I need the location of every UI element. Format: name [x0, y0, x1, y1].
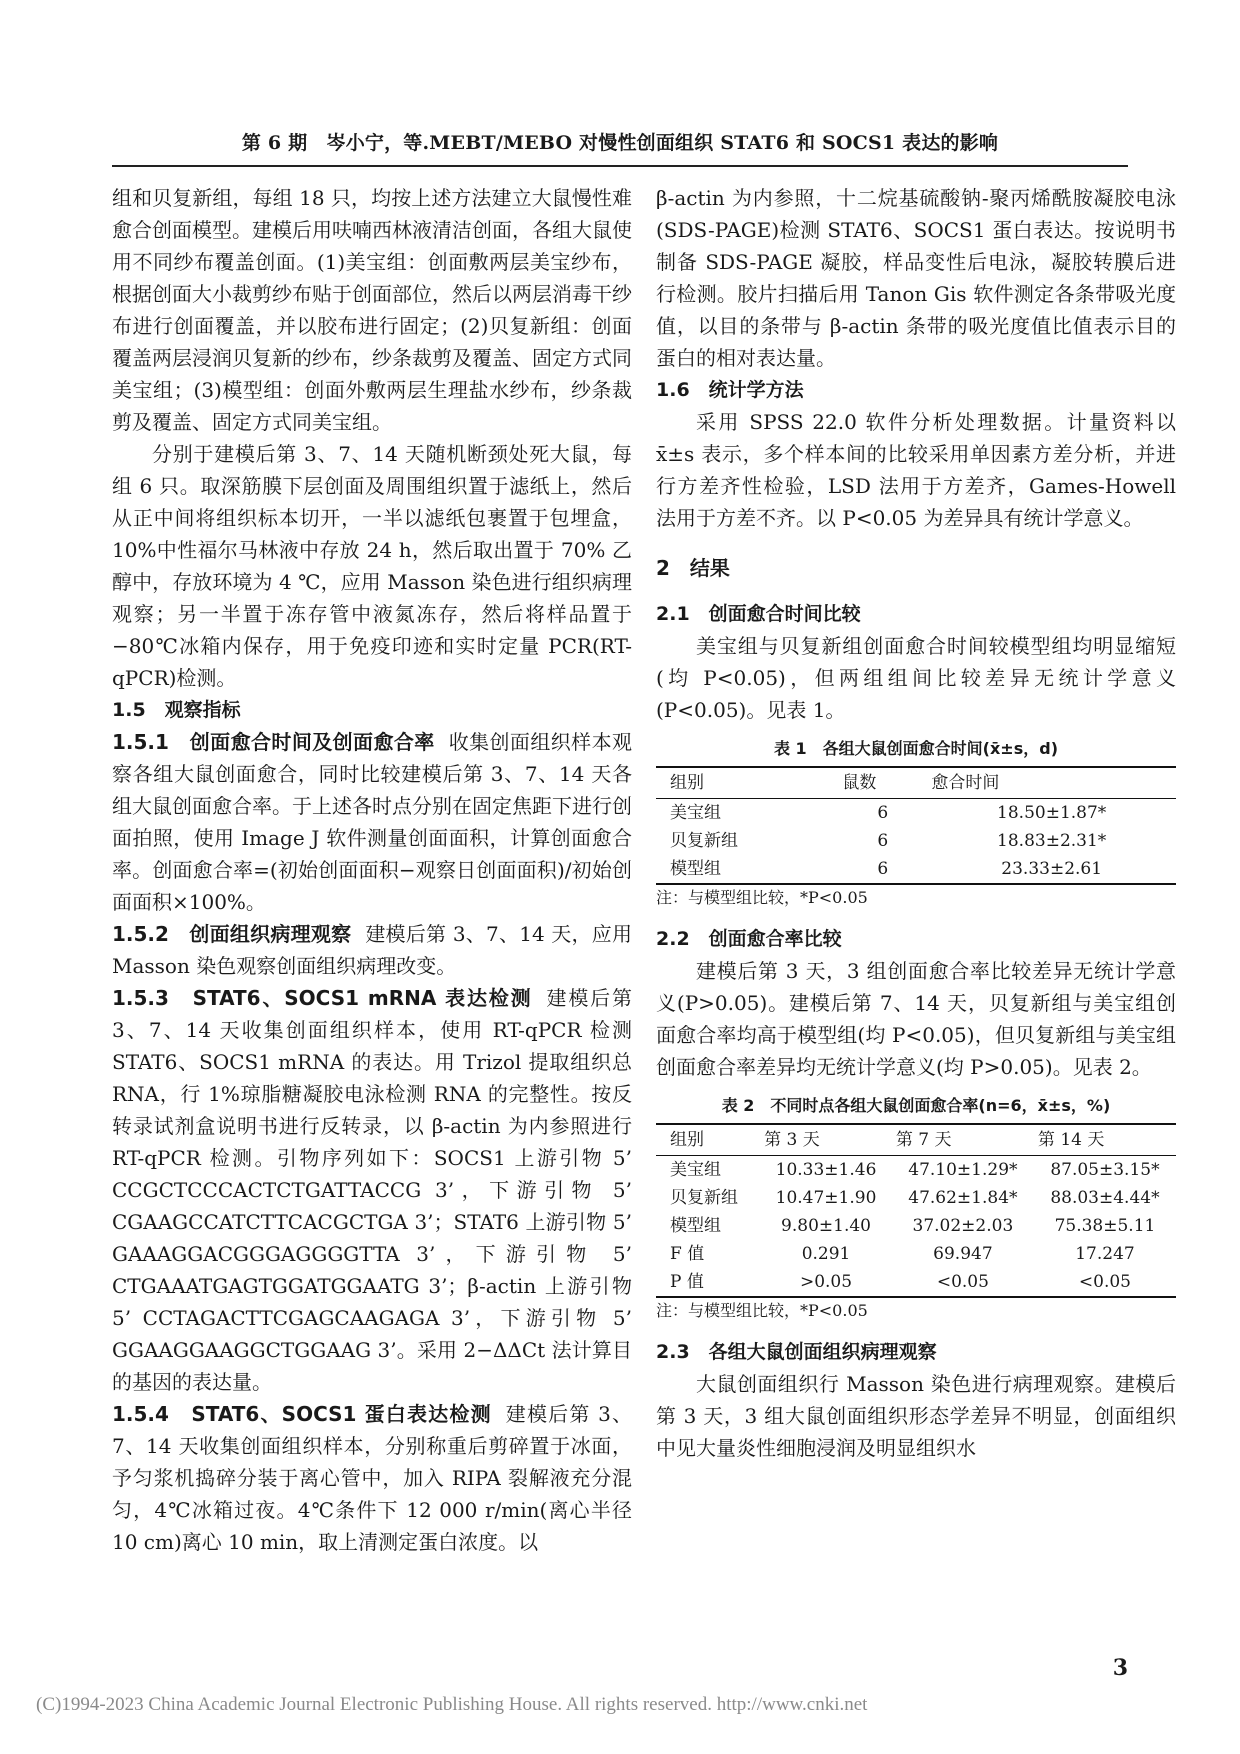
section-heading-1-5: 1.5 观察指标 — [112, 699, 241, 721]
paragraph: 建模后第 3 天，3 组创面愈合率比较差异无统计学意义(P>0.05)。建模后第 7、14 天，贝复新组与美宝组创面愈合率均高于模型组(均 P<0.05)，但贝复新组与美宝组创面愈合率差异均无统计学意义(均 P>0.05)。见表 2。 — [656, 959, 1176, 1079]
table-row — [656, 1212, 1176, 1240]
copyright-footer: (C)1994-2023 China Academic Journal Electronic Publishing House. All rights reserved. http://www.cnki.net — [36, 1694, 868, 1715]
section-heading-2-3: 2.3 各组大鼠创面组织病理观察 — [656, 1341, 937, 1363]
table-cell: <0.05 — [892, 1268, 1034, 1297]
table-header: 第 7 天 — [892, 1124, 1034, 1156]
table-cell: 模型组 — [670, 1216, 721, 1236]
table-cell: 6 — [877, 803, 889, 823]
table-cell: 17.247 — [1075, 1244, 1135, 1264]
table-row — [656, 1268, 1176, 1297]
table-cell: 6 — [838, 855, 927, 884]
right-column — [656, 182, 1176, 1464]
paragraph: 美宝组与贝复新组创面愈合时间较模型组均明显缩短(均 P<0.05)，但两组组间比较差异无统计学意义(P<0.05)。见表 1。 — [656, 634, 1176, 722]
table-1-note: 注：与模型组比较，*P<0.05 — [656, 888, 868, 907]
paragraph-text: 建模后第 3、7、14 天，应用 Masson 染色观察创面组织病理改变。 — [112, 922, 632, 978]
left-column — [112, 182, 632, 1558]
table-cell: 10.33±1.46 — [775, 1160, 877, 1180]
section-heading-2-1: 2.1 创面愈合时间比较 — [656, 603, 861, 625]
table-cell: 75.38±5.11 — [1054, 1216, 1156, 1236]
table-cell: 47.10±1.29* — [908, 1160, 1018, 1180]
table-1 — [656, 766, 1176, 885]
section-heading-1-6: 1.6 统计学方法 — [656, 379, 804, 401]
paragraph-1-5-4 — [112, 1398, 632, 1558]
table-2-caption: 表 2 不同时点各组大鼠创面愈合率(n=6，x̄±s，%) — [721, 1096, 1111, 1115]
table-cell: >0.05 — [760, 1268, 892, 1297]
paragraph-1-5-1 — [112, 726, 632, 918]
table-cell: 0.291 — [801, 1244, 851, 1264]
table-row — [656, 799, 1176, 828]
section-heading-2: 2 结果 — [656, 556, 730, 580]
table-cell: P 值 — [656, 1268, 760, 1297]
paragraph: 大鼠创面组织行 Masson 染色进行病理观察。建模后第 3 天，3 组大鼠创面组织形态学差异不明显，创面组织中见大量炎性细胞浸润及明显组织水 — [656, 1372, 1176, 1460]
table-cell: 37.02±2.03 — [912, 1216, 1014, 1236]
table-header: 组别 — [656, 1124, 760, 1156]
table-row — [656, 827, 1176, 855]
paragraph-1-5-3 — [112, 982, 632, 1398]
running-header: 第 6 期 岑小宁，等.MEBT/MEBO 对慢性创面组织 STAT6 和 SOCS1 表达的影响 — [241, 132, 999, 154]
subsection-heading-1-5-1: 1.5.1 创面愈合时间及创面愈合率 — [112, 730, 435, 754]
table-header: 第 3 天 — [760, 1124, 892, 1156]
section-heading-2-2: 2.2 创面愈合率比较 — [656, 928, 842, 950]
table-cell: 69.947 — [933, 1244, 993, 1264]
header-rule — [112, 165, 1128, 167]
table-row — [656, 855, 1176, 884]
table-row — [656, 1240, 1176, 1268]
subsection-heading-1-5-2: 1.5.2 创面组织病理观察 — [112, 922, 352, 946]
table-header: 愈合时间 — [927, 767, 1176, 799]
table-cell: 6 — [877, 831, 889, 851]
table-cell: 18.50±1.87* — [997, 803, 1107, 823]
table-1-caption: 表 1 各组大鼠创面愈合时间(x̄±s，d) — [773, 739, 1059, 758]
subsection-heading-1-5-4: 1.5.4 STAT6、SOCS1 蛋白表达检测 — [112, 1402, 492, 1426]
table-cell: 87.05±3.15* — [1050, 1160, 1160, 1180]
table-2 — [656, 1123, 1176, 1298]
table-cell: 贝复新组 — [670, 1188, 738, 1208]
table-header: 组别 — [656, 767, 838, 799]
table-cell: 88.03±4.44* — [1050, 1188, 1160, 1208]
table-cell: 美宝组 — [670, 803, 721, 823]
table-cell: 美宝组 — [670, 1160, 721, 1180]
table-cell: 贝复新组 — [670, 831, 738, 851]
paragraph: 采用 SPSS 22.0 软件分析处理数据。计量资料以 x̄±s 表示，多个样本间的比较采用单因素方差分析，并进行方差齐性检验，LSD 法用于方差齐，Games-Howell 法用于方差不齐。以 P<0.05 为差异具有统计学意义。 — [656, 410, 1176, 530]
paragraph: β-actin 为内参照，十二烷基硫酸钠-聚丙烯酰胺凝胶电泳(SDS-PAGE)检测 STAT6、SOCS1 蛋白表达。按说明书制备 SDS-PAGE 凝胶，样品变性后电泳，凝胶转膜后进行检测。胶片扫描后用 Tanon Gis 软件测定各条带吸光度值，以目的条带与 β-actin 条带的吸光度值比值表示目的蛋白的相对表达量。 — [656, 186, 1176, 370]
paragraph-1-5-2 — [112, 918, 632, 982]
table-cell: 47.62±1.84* — [908, 1188, 1018, 1208]
table-header: 第 14 天 — [1034, 1124, 1176, 1156]
paragraph-text: 收集创面组织样本观察各组大鼠创面愈合，同时比较建模后第 3、7、14 天各组大鼠创面愈合率。于上述各时点分别在固定焦距下进行创面拍照，使用 Image J 软件测量创面面积，计算创面愈合率。创面愈合率=(初始创面面积−观察日创面面积)/初始创面面积×100%。 — [112, 730, 632, 914]
page-number: 3 — [1112, 1655, 1128, 1681]
subsection-heading-1-5-3: 1.5.3 STAT6、SOCS1 mRNA 表达检测 — [112, 986, 533, 1010]
table-header: 鼠数 — [838, 767, 927, 799]
table-row — [656, 1184, 1176, 1212]
paragraph-text: 建模后第 3、7、14 天收集创面组织样本，使用 RT-qPCR 检测 STAT6、SOCS1 mRNA 的表达。用 Trizol 提取组织总 RNA，行 1%琼脂糖凝胶电泳检测 RNA 的完整性。按反转录试剂盒说明书进行反转录，以 β-actin 为内参照进行 RT-qPCR 检测。引物序列如下：SOCS1 上游引物 5’ CCGCTCCCACTCTGATTACCG 3’，下游引物 5’ CGAAGCCATCTTCACGCTGA 3’；STAT6 上游引物 5’ GAAAGGACGGGAGGGGTTA 3’，下游引物 5’ CTGAAATGAGTGGATGGAATG 3’；β-actin 上游引物 5’ CCTAGACTTCGAGCAAGAGA 3’，下游引物 5’ GGAAGGAAGGCTGGAAG 3’。采用 2−ΔΔCt 法计算目的基因的表达量。 — [112, 986, 633, 1394]
paragraph: 组和贝复新组，每组 18 只，均按上述方法建立大鼠慢性难愈合创面模型。建模后用呋喃西林液清洁创面，各组大鼠使用不同纱布覆盖创面。(1)美宝组：创面敷两层美宝纱布，根据创面大小裁剪纱布贴于创面部位，然后以两层消毒干纱布进行创面覆盖，并以胶布进行固定；(2)贝复新组：创面覆盖两层浸润贝复新的纱布，纱条裁剪及覆盖、固定方式同美宝组；(3)模型组：创面外敷两层生理盐水纱布，纱条裁剪及覆盖、固定方式同美宝组。 — [112, 186, 632, 434]
table-cell: 23.33±2.61 — [927, 855, 1176, 884]
paragraph: 分别于建模后第 3、7、14 天随机断颈处死大鼠，每组 6 只。取深筋膜下层创面及周围组织置于滤纸上，然后从正中间将组织标本切开，一半以滤纸包裹置于包埋盒，10%中性福尔马林液中存放 24 h，然后取出置于 70% 乙醇中，存放环境为 4 ℃，应用 Masson 染色进行组织病理观察；另一半置于冻存管中液氮冻存，然后将样品置于−80℃冰箱内保存，用于免疫印迹和实时定量 PCR(RT-qPCR)检测。 — [112, 442, 632, 690]
table-cell: 18.83±2.31* — [997, 831, 1107, 851]
table-cell: <0.05 — [1034, 1268, 1176, 1297]
table-cell: 9.80±1.40 — [781, 1216, 871, 1236]
table-2-note: 注：与模型组比较，*P<0.05 — [656, 1301, 868, 1320]
paragraph-text: 建模后第 3、7、14 天收集创面组织样本，分别称重后剪碎置于冰面，予匀浆机捣碎分装于离心管中，加入 RIPA 裂解液充分混匀，4℃冰箱过夜。4℃条件下 12 000 r/min(离心半径 10 cm)离心 10 min，取上清测定蛋白浓度。以 — [112, 1402, 632, 1554]
table-cell: 模型组 — [656, 855, 838, 884]
table-cell: F 值 — [670, 1244, 705, 1264]
table-cell: 10.47±1.90 — [775, 1188, 877, 1208]
table-row — [656, 1156, 1176, 1185]
